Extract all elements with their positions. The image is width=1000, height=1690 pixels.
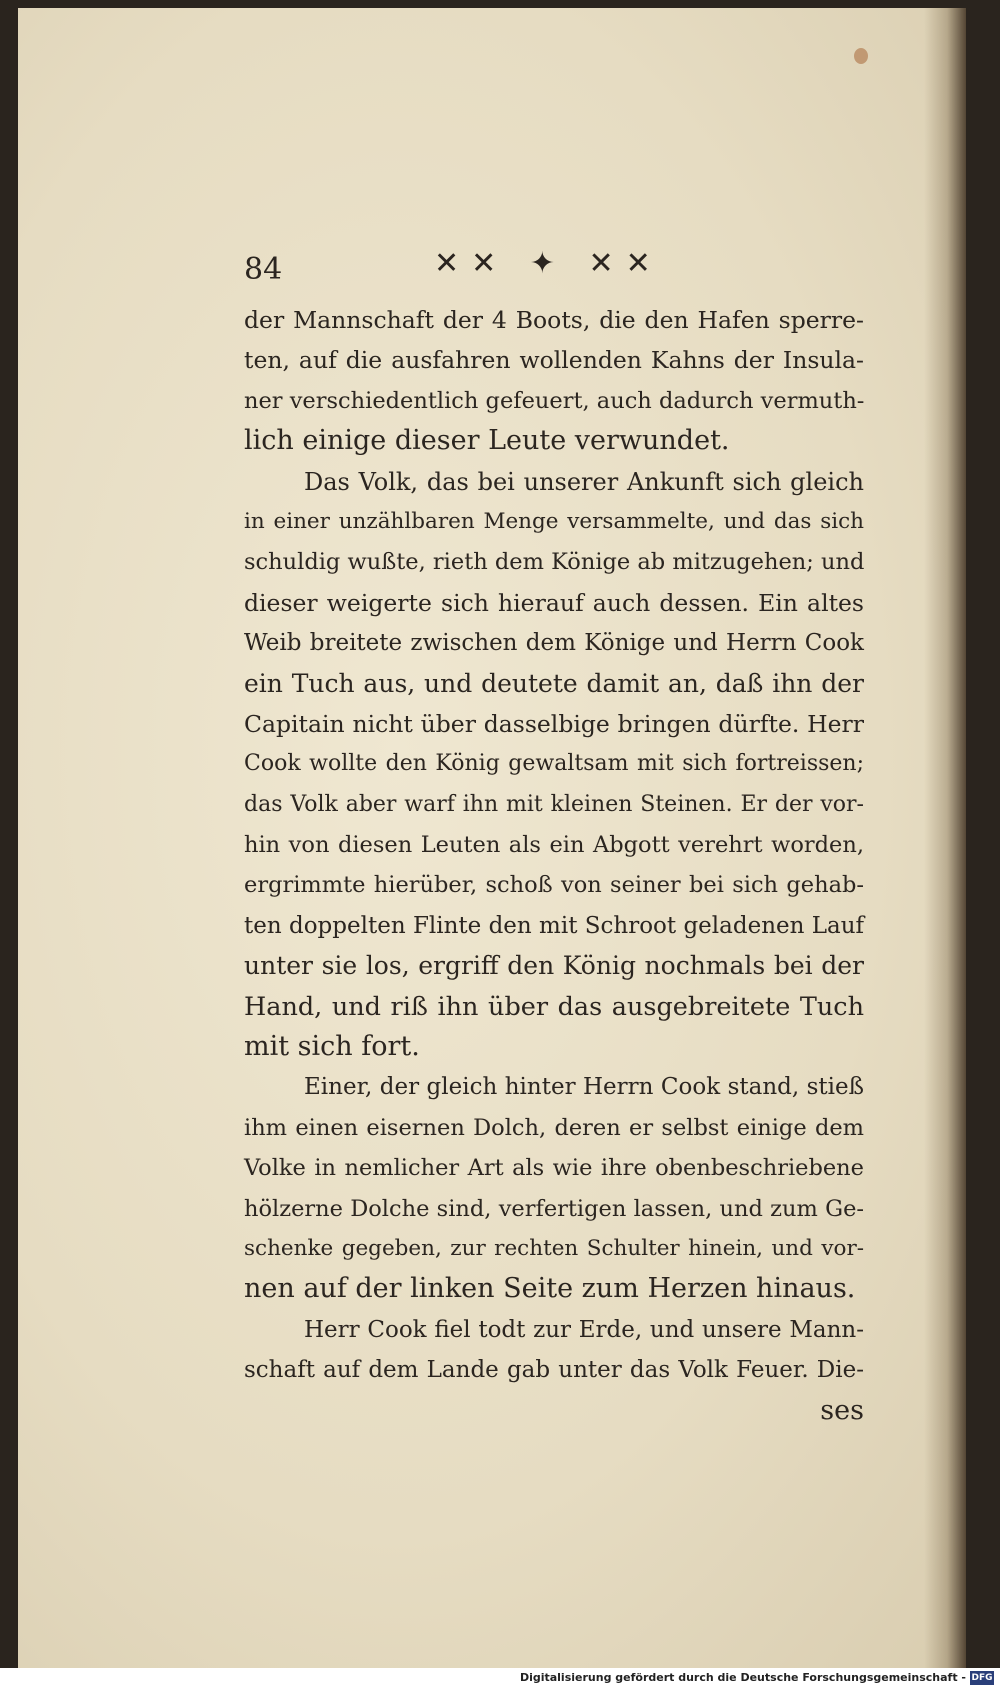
text-line: nen auf der linken Seite zum Herzen hinaus.: [244, 1273, 856, 1305]
text-line: der Mannschaft der 4 Boots, die den Hafen sperre-: [244, 306, 864, 334]
text-line: mit sich fort.: [244, 1031, 420, 1063]
body-text: [244, 300, 864, 1431]
text-line: Weib breitete zwischen dem Könige und Herrn Cook: [244, 630, 864, 657]
text-line: unter sie los, ergriff den König nochmals bei der: [244, 951, 864, 981]
text-line: hölzerne Dolche sind, verfertigen lassen, und zum Ge-: [244, 1195, 864, 1222]
text-line: in einer unzählbaren Menge versammelte, und das sich: [244, 508, 864, 534]
page-number: 84: [244, 252, 283, 287]
text-line: lich einige dieser Leute verwundet.: [244, 425, 730, 457]
catchword: ses: [820, 1394, 864, 1426]
text-line: ten, auf die ausfahren wollenden Kahns der Insula-: [244, 346, 864, 375]
dfg-logo: DFG: [971, 1673, 993, 1683]
text-line: ner verschiedentlich gefeuert, auch dadurch vermuth-: [244, 387, 865, 414]
text-line: Einer, der gleich hinter Herrn Cook stand, stieß: [304, 1074, 864, 1101]
book-gutter: [924, 8, 966, 1668]
text-line: hin von diesen Leuten als ein Abgott verehrt worden,: [244, 832, 864, 859]
text-line: ihm einen eisernen Dolch, deren er selbst einige dem: [244, 1114, 864, 1141]
text-line: ten doppelten Flinte den mit Schroot geladenen Lauf: [244, 912, 865, 939]
text-line: schenke gegeben, zur rechten Schulter hinein, und vor-: [244, 1235, 864, 1261]
page-header: [244, 246, 663, 292]
text-line: Volke in nemlicher Art als wie ihre obenbeschriebene: [244, 1155, 864, 1182]
text-line: ein Tuch aus, und deutete damit an, daß ihn der: [244, 668, 864, 698]
text-line: Hand, und riß ihn über das ausgebreitete Tuch: [244, 991, 864, 1022]
footer-credit: Digitalisierung gefördert durch die Deutsche Forschungsgemeinschaft -: [519, 1671, 966, 1684]
text-line: schuldig wußte, rieth dem Könige ab mitzugehen; und: [244, 549, 865, 576]
text-line: Capitain nicht über dasselbige bringen dürfte. Herr: [244, 709, 864, 738]
text-line: ergrimmte hierüber, schoß von seiner bei sich gehab-: [244, 872, 864, 899]
text-line: Cook wollte den König gewaltsam mit sich fortreissen;: [244, 751, 864, 777]
text-line: Das Volk, das bei unserer Ankunft sich gleich: [304, 467, 864, 496]
paper-stain: [854, 48, 868, 64]
header-ornament: ✕✕ ✦ ✕✕: [434, 246, 663, 281]
text-line: dieser weigerte sich hierauf auch dessen. Ein altes: [244, 588, 864, 617]
text-line: Herr Cook fiel todt zur Erde, und unsere Mann-: [304, 1316, 864, 1343]
digitization-footer: [0, 1668, 1000, 1690]
text-line: das Volk aber warf ihn mit kleinen Steinen. Er der vor-: [244, 791, 864, 817]
text-line: schaft auf dem Lande gab unter das Volk Feuer. Die-: [244, 1357, 864, 1384]
book-page: [18, 8, 966, 1668]
